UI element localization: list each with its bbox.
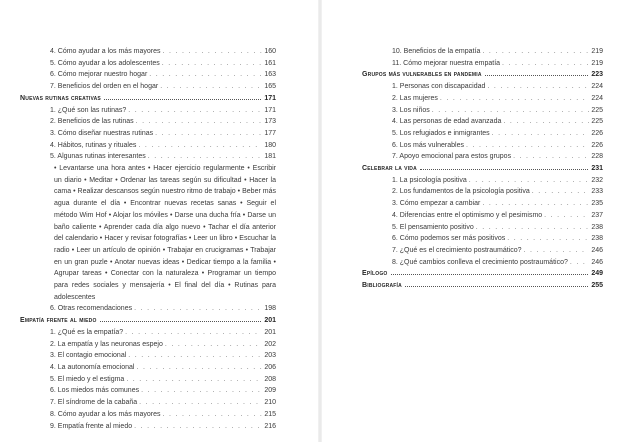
toc-dot-leader [469, 175, 589, 187]
toc-page-number: 181 [264, 153, 276, 161]
toc-dot-leader [492, 128, 589, 140]
toc-entry-title: 6. Cómo mejorar nuestro hogar [50, 71, 148, 79]
toc-dot-leader [485, 69, 588, 76]
toc-dot-leader [155, 128, 262, 140]
toc-dot-leader [126, 374, 262, 386]
toc-entry-title: 6. Otras recomendaciones [50, 305, 133, 313]
toc-section-entry [20, 327, 276, 339]
toc-entry-title: 4. Hábitos, rutinas y rituales [50, 141, 137, 149]
toc-page-number: 216 [264, 422, 276, 430]
toc-section-entry [20, 128, 276, 140]
toc-section-entry [362, 105, 603, 117]
toc-entry-title: 9. Empatía frente al miedo [50, 422, 133, 430]
toc-dot-leader [405, 280, 588, 287]
toc-section-entry [20, 421, 276, 433]
toc-dot-leader [524, 245, 589, 257]
toc-page-number: 210 [264, 399, 276, 407]
toc-section-entry [362, 222, 603, 234]
toc-dot-leader [136, 362, 262, 374]
toc-entry-title: 11. Cómo mejorar nuestra empatía [392, 59, 501, 67]
toc-dot-leader [466, 140, 589, 152]
toc-page-number: 235 [591, 200, 603, 208]
toc-dot-leader [476, 222, 589, 234]
toc-page-number: 163 [264, 71, 276, 79]
toc-entry-title: 7. El síndrome de la cabaña [50, 399, 138, 407]
toc-page-number: 177 [264, 129, 276, 137]
toc-page-number: 226 [591, 129, 603, 137]
toc-section-entry [20, 303, 276, 315]
toc-dot-leader [136, 116, 262, 128]
toc-dot-leader [128, 350, 262, 362]
toc-entry-title: 8. ¿Qué cambios conlleva el crecimiento postraumático? [392, 258, 568, 266]
toc-page-number: 203 [264, 352, 276, 360]
toc-dot-leader [149, 69, 262, 81]
toc-dot-leader [440, 93, 589, 105]
toc-dot-leader [544, 210, 589, 222]
toc-dot-leader [162, 58, 262, 70]
toc-entry-title: 5. Los refugiados e inmigrantes [392, 129, 490, 137]
toc-section-entry [20, 151, 276, 163]
toc-page-number: 225 [591, 106, 603, 114]
toc-section-entry [20, 140, 276, 152]
toc-page-number: 249 [591, 270, 603, 278]
toc-dot-leader [163, 409, 263, 421]
toc-entry-title: 7. Apoyo emocional para estos grupos [392, 153, 512, 161]
toc-section-entry [362, 46, 603, 58]
toc-section-entry [20, 46, 276, 58]
toc-section-entry [362, 93, 603, 105]
toc-entry-title: 5. El pensamiento positivo [392, 223, 474, 231]
toc-entry-title: 4. Cómo ayudar a los más mayores [50, 48, 161, 55]
toc-page-number: 231 [591, 165, 603, 173]
toc-page-number: 201 [264, 317, 276, 325]
toc-entry-title: 6. Cómo podemos ser más positivos [392, 235, 506, 243]
toc-entry-title: 7. ¿Qué es el crecimiento postraumático? [392, 246, 522, 254]
toc-entry-title: 1. ¿Qué son las rutinas? [50, 106, 127, 114]
toc-dot-leader [128, 105, 262, 117]
toc-dot-leader [513, 151, 589, 163]
toc-page-number: 219 [591, 59, 603, 67]
toc-chapter-entry [20, 315, 276, 327]
toc-dot-leader [163, 46, 263, 58]
toc-page-number: 201 [264, 328, 276, 336]
toc-entry-title: 6. Los más vulnerables [392, 141, 464, 149]
toc-page-number: 238 [591, 223, 603, 231]
toc-section-entry [362, 128, 603, 140]
toc-entry-title: 4. Diferencias entre el optimismo y el pesimismo [392, 211, 543, 219]
toc-entry-title: 4. La autonomía emocional [50, 363, 135, 371]
toc-dot-leader [138, 140, 262, 152]
toc-section-entry [20, 105, 276, 117]
toc-page-number: 209 [264, 387, 276, 395]
toc-dot-leader [532, 186, 589, 198]
toc-page-number: 232 [591, 176, 603, 184]
toc-dot-leader [100, 315, 261, 322]
toc-page-number: 219 [591, 48, 603, 55]
toc-section-entry [362, 58, 603, 70]
toc-entry-title: Bibliografía [362, 282, 402, 290]
toc-dot-leader [507, 233, 589, 245]
toc-section-entry [20, 116, 276, 128]
toc-page-number: 246 [591, 258, 603, 266]
toc-section-entry [362, 186, 603, 198]
toc-section-entry [362, 198, 603, 210]
toc-dot-leader [487, 81, 589, 93]
toc-entry-title: 10. Beneficios de la empatía [392, 48, 481, 55]
toc-page-number: 246 [591, 246, 603, 254]
toc-entry-title: 8. Cómo ayudar a los más mayores [50, 410, 161, 418]
toc-page-number: 171 [264, 106, 276, 114]
toc-page-number: 226 [591, 141, 603, 149]
toc-entry-title: 5. Cómo ayudar a los adolescentes [50, 59, 160, 67]
toc-entry-title: Celebrar la vida [362, 165, 417, 173]
toc-dot-leader [391, 268, 588, 275]
toc-section-entry [362, 245, 603, 257]
toc-entry-title: 5. Algunas rutinas interesantes [50, 153, 146, 161]
toc-entry-title: Empatía frente al miedo [20, 317, 97, 325]
toc-dot-leader [570, 257, 589, 269]
toc-page-number: 180 [264, 141, 276, 149]
toc-entry-title: Epílogo [362, 270, 388, 278]
toc-page-number: 215 [264, 410, 276, 418]
toc-section-entry [362, 116, 603, 128]
toc-entry-title: 3. Los niños [392, 106, 430, 114]
right-page-toc [362, 46, 603, 292]
toc-entry-title: 4. Las personas de edad avanzada [392, 118, 502, 126]
toc-page-number: 171 [264, 94, 276, 102]
toc-dot-leader [134, 421, 262, 433]
toc-section-entry [20, 409, 276, 421]
toc-dot-leader [432, 105, 589, 117]
toc-entry-title: 2. Beneficios de las rutinas [50, 118, 134, 126]
toc-section-entry [20, 350, 276, 362]
toc-dot-leader [141, 385, 262, 397]
toc-entry-title: 2. Los fundamentos de la psicología positiva [392, 188, 530, 196]
toc-page-number: 198 [264, 305, 276, 313]
toc-section-entry [362, 81, 603, 93]
toc-section-entry [20, 81, 276, 93]
toc-page-number: 173 [264, 118, 276, 126]
toc-entry-title: 6. Los miedos más comunes [50, 387, 140, 395]
left-page-toc [20, 46, 276, 432]
toc-entry-title: 1. Personas con discapacidad [392, 83, 486, 91]
toc-entry-title: 3. Cómo empezar a cambiar [392, 200, 481, 208]
toc-dot-leader [134, 303, 262, 315]
toc-page-number: 237 [591, 211, 603, 219]
toc-dot-leader [420, 163, 588, 170]
toc-page-number: 225 [591, 118, 603, 126]
toc-entry-title: 7. Beneficios del orden en el hogar [50, 83, 159, 91]
book-gutter [318, 0, 322, 442]
toc-chapter-entry [20, 93, 276, 105]
toc-dot-leader [482, 198, 589, 210]
toc-page-number: 223 [591, 71, 603, 79]
toc-section-entry [362, 210, 603, 222]
toc-page-number: 165 [264, 83, 276, 91]
toc-entry-title: 3. El contagio emocional [50, 352, 127, 360]
toc-routine-list: • Levantarse una hora antes • Hacer ejercicio regularmente • Escribir un diario • Meditar • Ordenar las tareas según su dificultad • Hacer la cama • Realizar descansos según nuestro ritmo de trabajo • Beber más agua durante el día • Encontrar nuevas recetas sanas • Seguir el método Wim Hof • Alojar los móviles • Darse una ducha fría • Darse un baño caliente • Aprender cada día algo nuevo • Tachar el día anterior del calendario • Hacer y revisar fotografías • Leer un libro • Escuchar la radio • Leer un artículo de opinión • Trabajar en crucigramas • Trabajar en un gran puzle • Anotar nuevas ideas • Dedicar tiempo a la familia • Agrupar tareas • Conectar con la naturaleza • Programar un tiempo para redes sociales y mensajería • El final del día • Rutinas para adolescentes [54, 165, 276, 301]
toc-dot-leader [482, 46, 589, 58]
toc-dot-leader [502, 58, 589, 70]
toc-section-entry [362, 151, 603, 163]
toc-entry-title: 2. La empatía y las neuronas espejo [50, 340, 163, 348]
toc-section-entry [362, 140, 603, 152]
toc-page-number: 238 [591, 235, 603, 243]
toc-section-entry [20, 385, 276, 397]
toc-page-number: 160 [264, 48, 276, 55]
toc-page-number: 206 [264, 363, 276, 371]
toc-section-entry [362, 257, 603, 269]
toc-chapter-entry [362, 69, 603, 81]
toc-section-entry [20, 339, 276, 351]
toc-dot-leader [160, 81, 262, 93]
toc-section-entry [362, 175, 603, 187]
toc-page-number: 255 [591, 282, 603, 290]
toc-dot-leader [125, 327, 262, 339]
toc-section-entry [20, 374, 276, 386]
toc-entry-title: 1. La psicología positiva [392, 176, 467, 184]
toc-section-entry [20, 69, 276, 81]
toc-section-entry [20, 362, 276, 374]
toc-page-number: 202 [264, 340, 276, 348]
toc-entry-title: 3. Cómo diseñar nuestras rutinas [50, 129, 154, 137]
toc-page-number: 228 [591, 153, 603, 161]
toc-page-number: 224 [591, 94, 603, 102]
toc-entry-title: 5. El miedo y el estigma [50, 375, 125, 383]
toc-section-entry [362, 233, 603, 245]
toc-chapter-entry [362, 268, 603, 280]
toc-entry-title: 2. Las mujeres [392, 94, 438, 102]
toc-page-number: 224 [591, 83, 603, 91]
toc-dot-leader [503, 116, 589, 128]
toc-page-number: 208 [264, 375, 276, 383]
toc-chapter-entry [362, 280, 603, 292]
toc-dot-leader [148, 151, 262, 163]
toc-chapter-entry [362, 163, 603, 175]
toc-entry-title: Grupos más vulnerables en pandemia [362, 71, 482, 79]
toc-page-number: 233 [591, 188, 603, 196]
toc-page-number: 161 [264, 59, 276, 67]
toc-dot-leader [139, 397, 262, 409]
toc-dot-leader [104, 93, 261, 100]
toc-entry-title: Nuevas rutinas creativas [20, 94, 101, 102]
toc-entry-title: 1. ¿Qué es la empatía? [50, 328, 124, 336]
toc-section-entry [20, 397, 276, 409]
toc-section-entry [20, 58, 276, 70]
toc-dot-leader [165, 339, 262, 351]
